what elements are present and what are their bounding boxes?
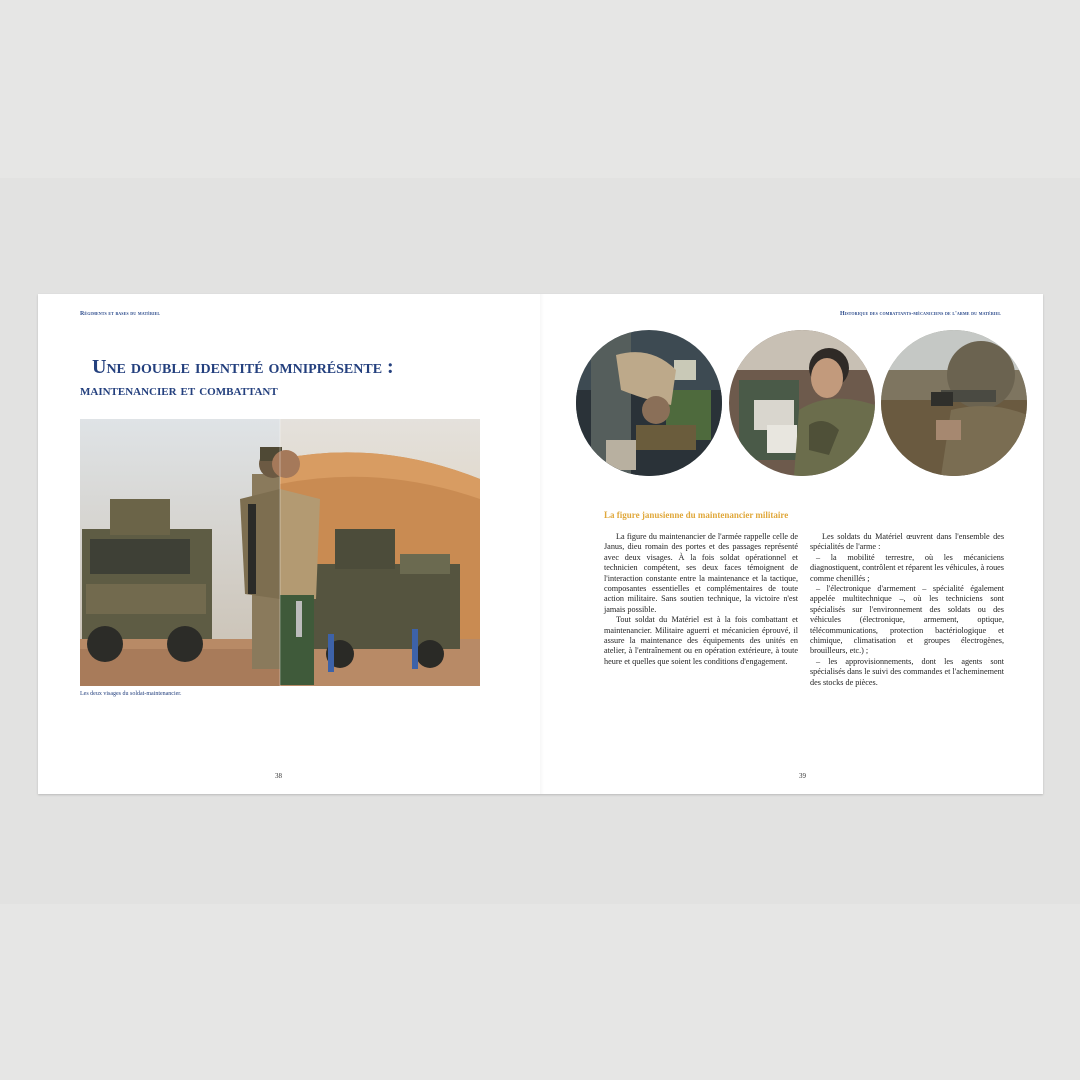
combat-soldier-photo <box>881 330 1027 476</box>
running-head-right: Historique des combattants-mécaniciens de l'arme du matériel <box>839 311 1001 317</box>
paragraph: Tout soldat du Matériel est à la fois combattant et maintenancier. Militaire aguerri et mécanicien éprouvé, il assure la maintenance des équipements des unités en atelier, à l'entraînement ou en opération extérieure, à toute heure et quelles que soient les conditions d'engagement. <box>604 615 798 666</box>
text-column-left <box>604 532 798 667</box>
page-number-right: 39 <box>799 772 806 780</box>
list-item: – l'électronique d'armement – spécialité également appelée multitechnique –, où les techniciens sont spécialisés sur l'environnement des soldats ou des véhicules (électronique, armement, optique, télécommunications, protection bactériologique et chimique, climatisation et groupes électrogènes, brouilleurs, etc.) ; <box>810 584 1004 656</box>
text-column-right <box>810 532 1004 688</box>
engine-repair-photo <box>576 330 722 476</box>
soldier-maintainer-photo <box>80 419 480 686</box>
page-title-line-2: maintenancier et combattant <box>80 382 278 399</box>
paragraph: Les soldats du Matériel œuvrent dans l'ensemble des spécialités de l'arme : <box>810 532 1004 552</box>
book-gutter <box>540 294 544 794</box>
list-item: – la mobilité terrestre, où les mécaniciens diagnostiquent, contrôlent et réparent les véhicules, à roues comme chenillés ; <box>810 552 1004 583</box>
section-title: La figure janusienne du maintenancier militaire <box>604 510 789 520</box>
photo-caption: Les deux visages du soldat-maintenancier. <box>80 691 182 697</box>
computer-technician-photo <box>729 330 875 476</box>
page-number-left: 38 <box>275 772 282 780</box>
page-title <box>80 356 500 402</box>
running-head-left: Régiments et bases du matériel <box>80 311 161 317</box>
paragraph: La figure du maintenancier de l'armée rappelle celle de Janus, dieu romain des portes et des passages représenté avec deux visages. À la fois soldat opérationnel et technicien compétent, ses deux faces témoignent de l'interaction constante entre la maintenance et la tactique, composantes essentielles et complémentaires de toute action militaire. Sans soutien technique, la victoire n'est jamais possible. <box>604 532 798 614</box>
page-title-line-1: Une double identité omniprésente : <box>92 356 394 378</box>
book-spread <box>38 294 1043 794</box>
list-item: – les approvisionnements, dont les agents sont spécialisés dans le suivi des commandes et l'acheminement des stocks de pièces. <box>810 656 1004 687</box>
